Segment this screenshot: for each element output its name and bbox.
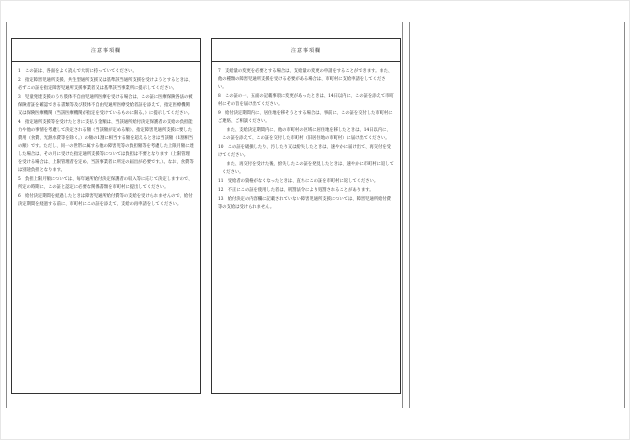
notes-panel-right [211, 38, 401, 394]
note-paragraph: 3 児童発達支援のうち肢体不自由児通所医療を受ける場合は、この証に医療保険各法の被保険者証を確認できる書類等及び肢体不自由児通所医療受給者証を添えて、指定医療機関又は保険医療機関（当該医療機関が指定を受けているものに限る。）に提示してください。 [18, 95, 193, 116]
panel-body-right [212, 62, 400, 212]
panel-body-left [12, 62, 200, 209]
note-paragraph: 9 給付決定期間内に、居住地を移そうとする場合は、事前に、この証を交付した市町村にご連絡、ご相談ください。 [218, 111, 393, 124]
note-paragraph: 4 指定通所支援等を受けたときに支払う金額は、当該通所給付決定保護者の支給の負担能力や他の事情を考慮して決定される額（当該額が定める額）、指定障害児通所支援に要した費用（食費、光熱水費等を除く。）の額の1割に相当する額を超えるときは当該額（1割相当の額）です。ただし、同一の世帯に属する他の障害児等の負担額等を考慮した上限月額に達した場合は、その月に受けた指定通所支援等については負担は不要となります（上限管理を受ける場合は、上限管理者を定め、当該事業者に所定の届出が必要です。）。なお、食費等は別途負担となります。 [18, 120, 194, 173]
note-paragraph: 7 支給量の変更を必要とする場合は、支給量の変更の申請をすることができます。また、他の種類の障害児通所支援を受ける必要がある場合は、市町村に支給申請をしてください。 [218, 69, 393, 90]
note-paragraph: 5 負担上限月額については、毎年通所給付決定保護者の収入等に応じて決定しますので、所定の時期に、この証と認定に必要な関係書類を市町村に提出してください。 [18, 177, 193, 190]
panel-title-right: 注意事項欄 [212, 39, 400, 62]
note-paragraph: 6 給付決定期間を経過したときは障害児通所給付費等の支給を受けられませんので、給付決定期間を経過する前に、市町村にこの証を添えて、支給の再申請をしてください。 [18, 194, 193, 207]
notes-panel-left [11, 38, 201, 394]
note-paragraph: 12 不正にこの証を使用した者は、刑罰法令により処罰されることがあります。 [218, 188, 374, 193]
sheet-frame-right [409, 22, 625, 408]
note-paragraph: 13 給付決定の内容欄に記載されていない障害児通所支援については、障害児通所給付費等の支給は受けられません。 [218, 197, 391, 210]
note-paragraph: 8 この証の一、五面の記載事項に変更があったときは、14日以内に、この証を添えて市町村にその旨を届け出てください。 [218, 94, 394, 107]
note-paragraph: 1 この証は、各面をよく読んで大切に持っていてください。 [18, 69, 137, 74]
note-paragraph: 10 この証を破損したり、汚したり又は紛失したときは、速やかに届け出て、再交付を受けてください。 [218, 145, 391, 158]
panel-title-left: 注意事項欄 [12, 39, 200, 62]
note-paragraph: また、支給決定期間内に、他の市町村の区域に居住地を移したときは、14日以内に、この証を添えて、この証を交付した市町村（旧居住地の市町村）に届け出てください。 [222, 128, 391, 141]
note-paragraph: また、再交付を受けた後、紛失したこの証を発見したときは、速やかに市町村に返してください。 [222, 162, 394, 175]
note-paragraph: 11 受給者の資格がなくなったときは、直ちにこの証を市町村に返してください。 [218, 179, 379, 184]
note-paragraph: 2 指定障害児通所支援、共生型通所支援又は基準該当通所支援を受けようとするときは、必ずこの証を指定障害児通所支援事業者又は基準該当事業所に提示してください。 [18, 78, 193, 91]
